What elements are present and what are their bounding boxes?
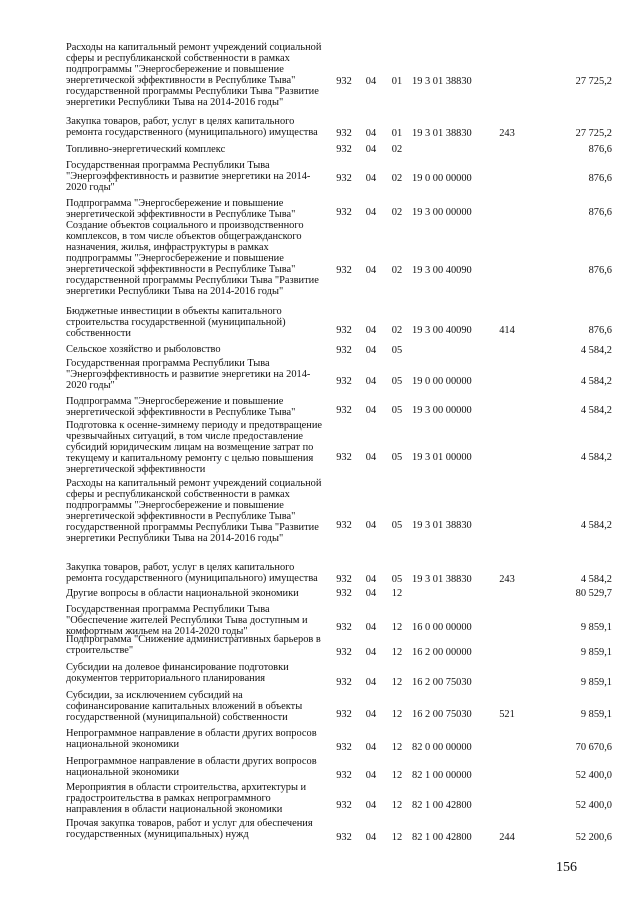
item-name: Непрограммное направление в области других вопросов национальной экономики xyxy=(66,756,317,778)
gr-code: 932 xyxy=(336,173,352,184)
csr-code: 19 3 00 00000 xyxy=(412,207,472,218)
item-name: Подпрограмма "Энергосбережение и повышение энергетической эффективности в Республике Тыва" xyxy=(66,396,296,418)
gr-code: 932 xyxy=(336,588,352,599)
csr-code: 16 2 00 75030 xyxy=(412,677,472,688)
sum-code: 27 725,2 xyxy=(575,128,612,139)
pr-code: 12 xyxy=(391,622,403,633)
rz-code: 04 xyxy=(365,574,377,585)
table-row xyxy=(0,728,640,753)
item-name: Создание объектов социального и производственного комплексов, в том числе объектов общегражданского назначения, жилья, инфраструктуры в рамках подпрограммы "Энергосбережение и повышение энергетической эффективности в Республике Тыва" государственной программы Республики Тыва "Развитие энергетики Республики Тыва на 2014-2016 годы" xyxy=(66,220,319,297)
csr-code: 82 1 00 00000 xyxy=(412,770,472,781)
pr-code: 12 xyxy=(391,742,403,753)
rz-code: 04 xyxy=(365,520,377,531)
item-name: Подпрограмма "Снижение административных барьеров в строительстве" xyxy=(66,634,321,656)
csr-code: 16 2 00 75030 xyxy=(412,709,472,720)
item-name: Государственная программа Республики Тыва "Энергоэффективность и развитие энергетики на 2014-2020 годы" xyxy=(66,358,311,391)
sum-code: 876,6 xyxy=(588,265,612,276)
gr-code: 932 xyxy=(336,207,352,218)
item-name: Прочая закупка товаров, работ и услуг для обеспечения государственных (муниципальных) нужд xyxy=(66,818,313,840)
pr-code: 12 xyxy=(391,800,403,811)
table-row xyxy=(0,42,640,110)
vr-code: 244 xyxy=(499,832,515,843)
gr-code: 932 xyxy=(336,376,352,387)
gr-code: 932 xyxy=(336,832,352,843)
pr-code: 01 xyxy=(391,128,403,139)
csr-code: 19 0 00 00000 xyxy=(412,173,472,184)
sum-code: 4 584,2 xyxy=(580,345,612,356)
gr-code: 932 xyxy=(336,144,352,155)
rz-code: 04 xyxy=(365,325,377,336)
csr-code: 16 2 00 00000 xyxy=(412,647,472,658)
sum-code: 4 584,2 xyxy=(580,376,612,387)
pr-code: 05 xyxy=(391,452,403,463)
rz-code: 04 xyxy=(365,742,377,753)
item-name: Расходы на капитальный ремонт учреждений социальной сферы и республиканской собственности в рамках подпрограммы "Энергосбережение и повышение энергетической эффективности в Республике Тыва" государственной программы Республики Тыва "Развитие энергетики Республики Тыва на 2014-2016 годы" xyxy=(66,478,322,544)
rz-code: 04 xyxy=(365,405,377,416)
item-name: Бюджетные инвестиции в объекты капитального строительства государственной (муниципальной) собственности xyxy=(66,306,286,339)
csr-code: 82 0 00 00000 xyxy=(412,742,472,753)
table-row xyxy=(0,160,640,193)
gr-code: 932 xyxy=(336,325,352,336)
table-row xyxy=(0,662,640,686)
csr-code: 19 3 01 38830 xyxy=(412,520,472,531)
sum-code: 52 200,6 xyxy=(575,832,612,843)
pr-code: 02 xyxy=(391,144,403,155)
rz-code: 04 xyxy=(365,588,377,599)
pr-code: 01 xyxy=(391,76,403,87)
csr-code: 19 3 01 38830 xyxy=(412,128,472,139)
table-row xyxy=(0,634,640,656)
table-row xyxy=(0,756,640,781)
sum-code: 876,6 xyxy=(588,325,612,336)
item-name: Сельское хозяйство и рыболовство xyxy=(66,344,221,355)
vr-code: 243 xyxy=(499,574,515,585)
rz-code: 04 xyxy=(365,345,377,356)
item-name: Непрограммное направление в области других вопросов национальной экономики xyxy=(66,728,317,750)
gr-code: 932 xyxy=(336,345,352,356)
table-row xyxy=(0,198,640,220)
sum-code: 4 584,2 xyxy=(580,452,612,463)
vr-code: 243 xyxy=(499,128,515,139)
rz-code: 04 xyxy=(365,376,377,387)
rz-code: 04 xyxy=(365,832,377,843)
table-row xyxy=(0,306,640,340)
item-name: Государственная программа Республики Тыва "Обеспечение жителей Республики Тыва доступным и комфортным жильем на 2014-2020 годы" xyxy=(66,604,308,637)
sum-code: 9 859,1 xyxy=(580,677,612,688)
table-row xyxy=(0,116,640,140)
item-name: Другие вопросы в области национальной экономики xyxy=(66,588,299,599)
table-row xyxy=(0,562,640,584)
csr-code: 19 3 00 00000 xyxy=(412,405,472,416)
sum-code: 876,6 xyxy=(588,207,612,218)
gr-code: 932 xyxy=(336,677,352,688)
gr-code: 932 xyxy=(336,647,352,658)
pr-code: 05 xyxy=(391,376,403,387)
csr-code: 19 3 01 38830 xyxy=(412,574,472,585)
item-name: Субсидии, за исключением субсидий на софинансирование капитальных вложений в объекты государственной (муниципальной) собственности xyxy=(66,690,303,723)
csr-code: 19 3 01 38830 xyxy=(412,76,472,87)
pr-code: 02 xyxy=(391,265,403,276)
rz-code: 04 xyxy=(365,265,377,276)
gr-code: 932 xyxy=(336,265,352,276)
rz-code: 04 xyxy=(365,770,377,781)
pr-code: 12 xyxy=(391,588,403,599)
csr-code: 19 3 01 00000 xyxy=(412,452,472,463)
item-name: Закупка товаров, работ, услуг в целях капитального ремонта государственного (муниципального) имущества xyxy=(66,116,318,138)
csr-code: 19 3 00 40090 xyxy=(412,325,472,336)
item-name: Закупка товаров, работ, услуг в целях капитального ремонта государственного (муниципального) имущества xyxy=(66,562,318,584)
rz-code: 04 xyxy=(365,207,377,218)
rz-code: 04 xyxy=(365,709,377,720)
csr-code: 19 3 00 40090 xyxy=(412,265,472,276)
vr-code: 414 xyxy=(499,325,515,336)
table-row xyxy=(0,220,640,296)
table-row xyxy=(0,396,640,418)
pr-code: 05 xyxy=(391,520,403,531)
table-row xyxy=(0,782,640,815)
pr-code: 05 xyxy=(391,405,403,416)
table-row xyxy=(0,818,640,844)
page-number: 156 xyxy=(556,860,577,875)
sum-code: 4 584,2 xyxy=(580,574,612,585)
sum-code: 70 670,6 xyxy=(575,742,612,753)
sum-code: 876,6 xyxy=(588,173,612,184)
gr-code: 932 xyxy=(336,452,352,463)
rz-code: 04 xyxy=(365,128,377,139)
pr-code: 12 xyxy=(391,770,403,781)
rz-code: 04 xyxy=(365,677,377,688)
rz-code: 04 xyxy=(365,800,377,811)
rz-code: 04 xyxy=(365,452,377,463)
pr-code: 05 xyxy=(391,574,403,585)
csr-code: 82 1 00 42800 xyxy=(412,832,472,843)
table-row xyxy=(0,478,640,556)
pr-code: 02 xyxy=(391,207,403,218)
sum-code: 876,6 xyxy=(588,144,612,155)
gr-code: 932 xyxy=(336,128,352,139)
csr-code: 16 0 00 00000 xyxy=(412,622,472,633)
pr-code: 12 xyxy=(391,647,403,658)
sum-code: 80 529,7 xyxy=(575,588,612,599)
item-name: Субсидии на долевое финансирование подготовки документов территориального планирования xyxy=(66,662,289,684)
pr-code: 12 xyxy=(391,832,403,843)
gr-code: 932 xyxy=(336,709,352,720)
sum-code: 9 859,1 xyxy=(580,709,612,720)
pr-code: 05 xyxy=(391,345,403,356)
sum-code: 27 725,2 xyxy=(575,76,612,87)
rz-code: 04 xyxy=(365,173,377,184)
rz-code: 04 xyxy=(365,647,377,658)
gr-code: 932 xyxy=(336,76,352,87)
rz-code: 04 xyxy=(365,144,377,155)
sum-code: 52 400,0 xyxy=(575,770,612,781)
table-row xyxy=(0,420,640,474)
table-row xyxy=(0,358,640,392)
pr-code: 12 xyxy=(391,677,403,688)
sum-code: 4 584,2 xyxy=(580,405,612,416)
pr-code: 02 xyxy=(391,325,403,336)
sum-code: 52 400,0 xyxy=(575,800,612,811)
rz-code: 04 xyxy=(365,622,377,633)
item-name: Расходы на капитальный ремонт учреждений социальной сферы и республиканской собственности в рамках подпрограммы "Энергосбережение и повышение энергетической эффективности в Республике Тыва" государственной программы Республики Тыва "Развитие энергетики Республики Тыва на 2014-2016 годы" xyxy=(66,42,322,108)
sum-code: 9 859,1 xyxy=(580,622,612,633)
vr-code: 521 xyxy=(499,709,515,720)
table-row xyxy=(0,604,640,637)
pr-code: 12 xyxy=(391,709,403,720)
item-name: Государственная программа Республики Тыва "Энергоэффективность и развитие энергетики на 2014-2020 годы" xyxy=(66,160,311,193)
gr-code: 932 xyxy=(336,574,352,585)
gr-code: 932 xyxy=(336,520,352,531)
gr-code: 932 xyxy=(336,622,352,633)
item-name: Подготовка к осенне-зимнему периоду и предотвращение чрезвычайных ситуаций, в том числе предоставление субсидий юридическим лицам на возмещение затрат по текущему и капитальному ремонту с целью повышения энергетической эффективности xyxy=(66,420,323,475)
gr-code: 932 xyxy=(336,800,352,811)
table-row xyxy=(0,144,640,156)
rz-code: 04 xyxy=(365,76,377,87)
item-name: Подпрограмма "Энергосбережение и повышение энергетической эффективности в Республике Тыва" xyxy=(66,198,296,220)
gr-code: 932 xyxy=(336,770,352,781)
pr-code: 02 xyxy=(391,173,403,184)
gr-code: 932 xyxy=(336,405,352,416)
sum-code: 4 584,2 xyxy=(580,520,612,531)
csr-code: 19 0 00 00000 xyxy=(412,376,472,387)
table-row xyxy=(0,588,640,600)
table-row xyxy=(0,344,640,354)
item-name: Мероприятия в области строительства, архитектуры и градостроительства в рамках непрограммного направления в области национальной экономики xyxy=(66,782,307,815)
csr-code: 82 1 00 42800 xyxy=(412,800,472,811)
table-row xyxy=(0,690,640,724)
gr-code: 932 xyxy=(336,742,352,753)
item-name: Топливно-энергетический комплекс xyxy=(66,144,226,155)
sum-code: 9 859,1 xyxy=(580,647,612,658)
